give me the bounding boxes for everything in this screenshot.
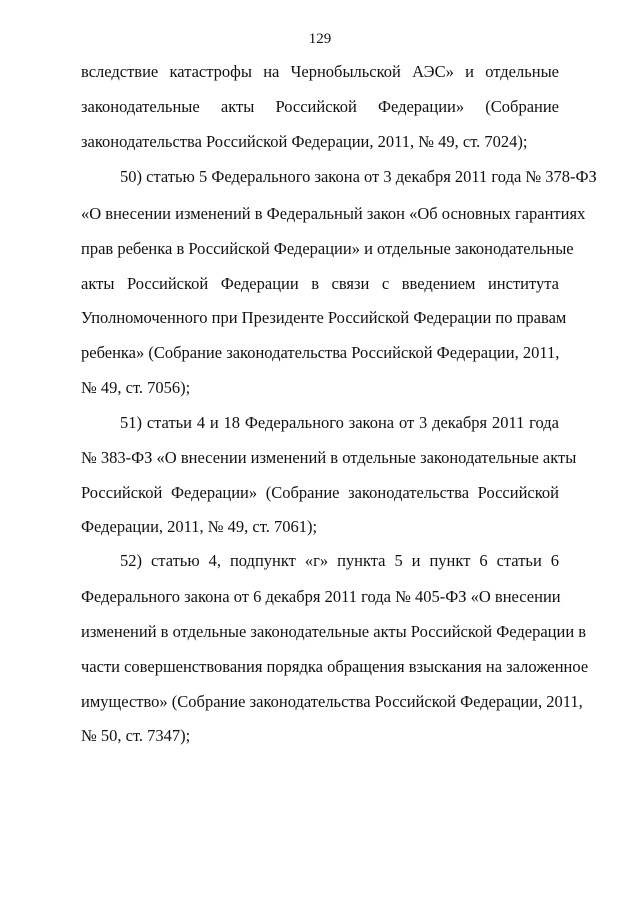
text-line: «О внесении изменений в Федеральный закон «Об основных гарантиях	[81, 204, 586, 223]
text-line: законодательства Российской Федерации, 2011, № 49, ст. 7024);	[81, 132, 528, 151]
text-line: 50) статью 5 Федерального закона от 3 декабря 2011 года № 378-ФЗ	[120, 167, 597, 186]
text-line: 52) статью 4, подпункт «г» пункта 5 и пункт 6 статьи 6	[120, 551, 559, 570]
text-line: вследствие катастрофы на Чернобыльской АЭС» и отдельные	[81, 62, 559, 81]
text-line: 51) статьи 4 и 18 Федерального закона от 3 декабря 2011 года	[120, 413, 559, 432]
text-line: Российской Федерации» (Собрание законодательства Российской	[81, 483, 559, 502]
text-line: № 49, ст. 7056);	[81, 378, 191, 397]
text-line: акты Российской Федерации в связи с введением института	[81, 274, 559, 293]
text-line: ребенка» (Собрание законодательства Российской Федерации, 2011,	[81, 343, 560, 362]
page-number: 129	[308, 31, 332, 47]
text-line: Уполномоченного при Президенте Российской Федерации по правам	[81, 308, 567, 327]
text-line: Федерации, 2011, № 49, ст. 7061);	[81, 517, 318, 536]
text-line: прав ребенка в Российской Федерации» и отдельные законодательные	[81, 239, 574, 258]
text-line: Федерального закона от 6 декабря 2011 года № 405-ФЗ «О внесении	[81, 587, 561, 606]
text-line: изменений в отдельные законодательные акты Российской Федерации в	[81, 622, 587, 641]
text-line: № 383-ФЗ «О внесении изменений в отдельные законодательные акты	[81, 448, 577, 467]
text-line: законодательные акты Российской Федерации» (Собрание	[81, 97, 559, 116]
text-line: части совершенствования порядка обращения взыскания на заложенное	[81, 657, 589, 676]
text-line: № 50, ст. 7347);	[81, 726, 191, 745]
text-line: имущество» (Собрание законодательства Российской Федерации, 2011,	[81, 692, 583, 711]
